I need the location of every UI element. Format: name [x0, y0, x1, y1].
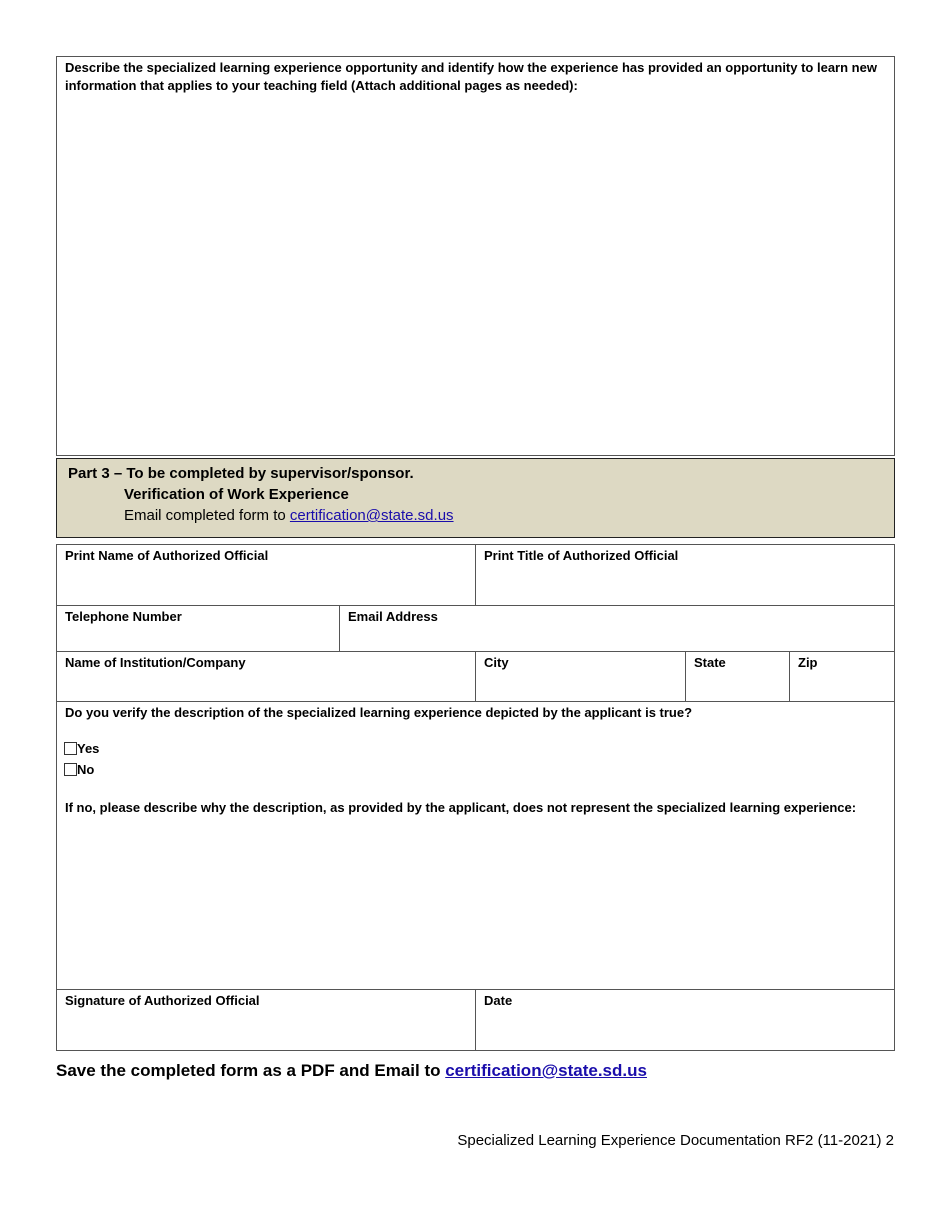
- part3-header: [56, 458, 895, 538]
- save-instruction: [56, 1061, 647, 1081]
- part3-email-line: [124, 507, 454, 524]
- institution-label: Name of Institution/Company: [65, 655, 246, 670]
- verification-question: Do you verify the description of the specialized learning experience depicted by the applicant is true?: [65, 705, 693, 720]
- email-address-field[interactable]: [339, 605, 895, 652]
- state-label: State: [694, 655, 726, 670]
- if-no-prompt: If no, please describe why the description, as provided by the applicant, does not represent the specialized learning experience:: [65, 800, 857, 815]
- zip-label: Zip: [798, 655, 818, 670]
- yes-label: Yes: [77, 741, 100, 756]
- telephone-label: Telephone Number: [65, 609, 182, 624]
- yes-option[interactable]: [64, 741, 99, 756]
- institution-field[interactable]: [56, 651, 476, 702]
- part3-email-prefix: Email completed form to: [124, 507, 290, 524]
- email-address-label: Email Address: [348, 609, 438, 624]
- part3-subtitle: Verification of Work Experience: [124, 486, 349, 503]
- date-field[interactable]: [475, 989, 895, 1051]
- yes-checkbox[interactable]: [64, 742, 77, 755]
- signature-label: Signature of Authorized Official: [65, 993, 260, 1008]
- verification-section: [56, 701, 895, 990]
- print-name-label: Print Name of Authorized Official: [65, 548, 269, 563]
- part3-email-link[interactable]: certification@state.sd.us: [289, 507, 454, 524]
- city-field[interactable]: [475, 651, 686, 702]
- no-checkbox[interactable]: [64, 763, 77, 776]
- state-field[interactable]: [685, 651, 790, 702]
- description-textarea[interactable]: [56, 56, 895, 456]
- telephone-field[interactable]: [56, 605, 340, 652]
- print-title-field[interactable]: [475, 544, 895, 606]
- save-email-link[interactable]: certification@state.sd.us: [445, 1061, 647, 1080]
- date-label: Date: [484, 993, 513, 1008]
- no-label: No: [77, 762, 95, 777]
- print-name-field[interactable]: [56, 544, 476, 606]
- description-label: Describe the specialized learning experience opportunity and identify how the experience has provided an opportunity to learn new information that applies to your teaching field (Attach additional pages as needed):: [65, 60, 877, 93]
- city-label: City: [484, 655, 509, 670]
- zip-field[interactable]: [789, 651, 895, 702]
- page-footer: Specialized Learning Experience Documentation RF2 (11-2021) 2: [457, 1132, 894, 1149]
- no-option[interactable]: [64, 762, 94, 777]
- save-instruction-text: Save the completed form as a PDF and Email to: [56, 1061, 446, 1080]
- print-title-label: Print Title of Authorized Official: [484, 548, 679, 563]
- part3-title: Part 3 – To be completed by supervisor/sponsor.: [68, 465, 414, 482]
- signature-field[interactable]: [56, 989, 476, 1051]
